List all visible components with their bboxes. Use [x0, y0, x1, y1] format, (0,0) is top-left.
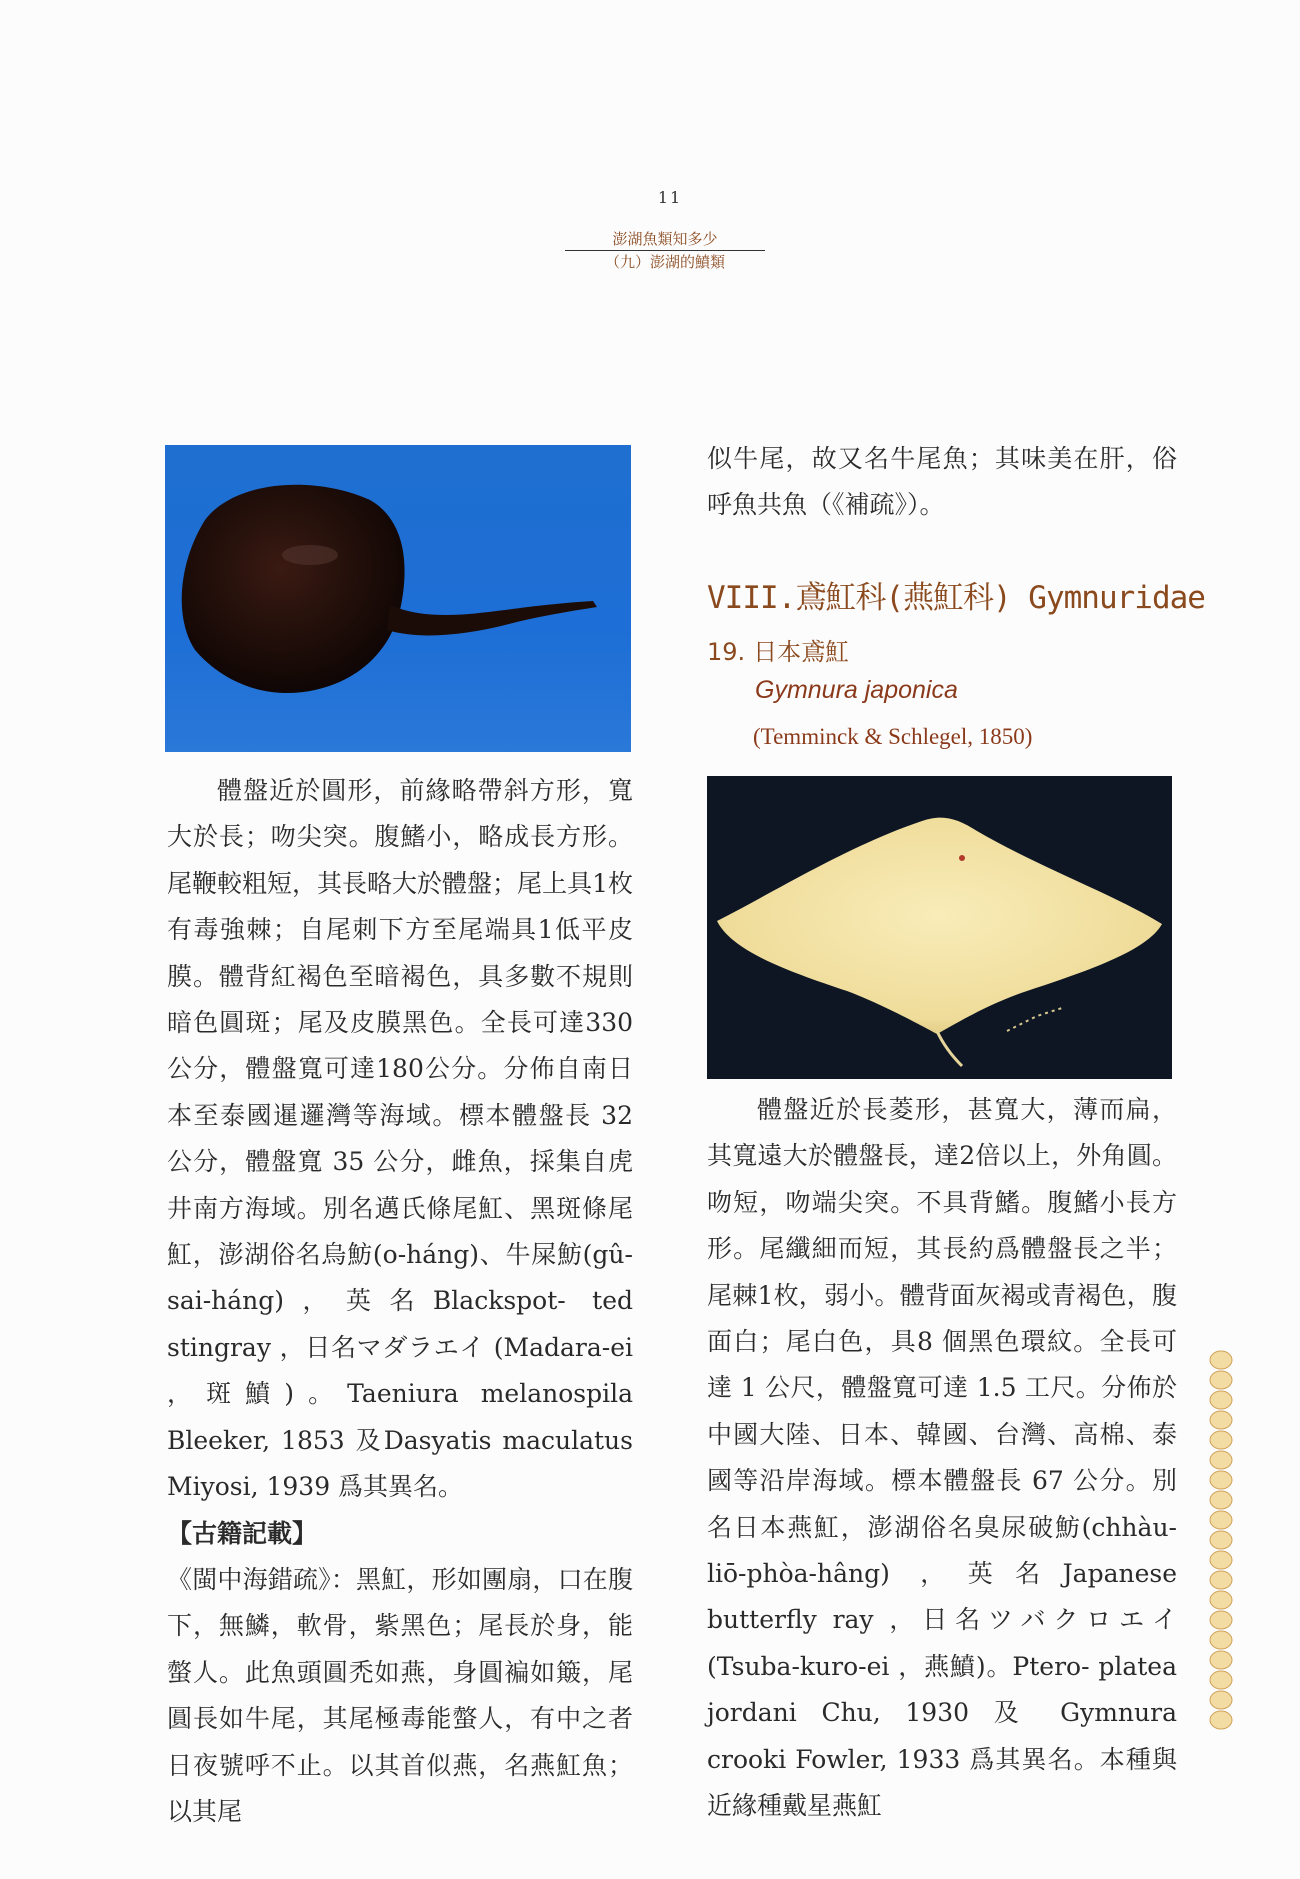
stingray-photo — [165, 445, 631, 752]
right-column — [707, 1087, 1177, 1830]
right-column-continuation — [707, 436, 1177, 529]
butterfly-ray-photo — [707, 776, 1172, 1079]
page-number: 11 — [657, 188, 683, 207]
header-rule — [565, 250, 765, 251]
species-name-zh: 日本鳶魟 — [753, 638, 850, 666]
family-heading: VIII.鳶魟科(燕魟科) Gymnuridae — [707, 580, 1205, 616]
decorative-border-ornament — [1208, 1350, 1234, 1730]
section-heading: 【古籍記載】 — [167, 1518, 318, 1548]
species-number: 19. — [707, 638, 746, 666]
species-title — [707, 632, 849, 667]
species-description: 體盤近於圓形，前緣略帶斜方形，寬大於長；吻尖突。腹鰭小，略成長方形。尾鞭較粗短，其長略大於體盤；尾上具1枚有毒強棘；自尾刺下方至尾端具1低平皮膜。體背紅褐色至暗褐色，具多數不規則暗色圓斑；尾及皮膜黑色。全長可達330公分，體盤寬可達180公分。分佈自南日本至泰國暹邏灣等海域。標本體盤長 32 公分，體盤寬 35 公分，雌魚，採集自虎井南方海域。別名邁氏條尾魟、黑斑條尾魟，澎湖俗名烏魴(o-háng)、牛屎魴(gû-sai-háng)，英名Blackspot- ted stingray ，日名マダラエイ (Madara-ei ，斑鱝)。Taeniura melanospila Bleeker, 1853 及Dasyatis maculatus Miyosi, 1939 爲其異名。 — [167, 776, 633, 1502]
classical-record-text: 《閩中海錯疏》：黑魟，形如團扇，口在腹下，無鱗，軟骨，紫黑色；尾長於身，能螫人。此魚頭圓禿如燕，身圓褊如簸，尾圓長如牛尾，其尾極毒能螫人，有中之者日夜號呼不止。以其首似燕，名燕魟魚；以其尾 — [167, 1564, 633, 1826]
chapter-title: （九）澎湖的鱝類 — [604, 253, 725, 271]
species-authority: (Temminck & Schlegel, 1850) — [753, 724, 1033, 749]
page-header — [0, 188, 1300, 207]
species-scientific-name: Gymnura japonica — [755, 676, 958, 704]
series-title: 澎湖魚類知多少 — [612, 230, 718, 248]
continuation-text: 似牛尾，故又名牛尾魚；其味美在肝，俗呼魚共魚（《補疏》）。 — [707, 444, 1177, 520]
butterfly-ray-description: 體盤近於長菱形，甚寬大，薄而扁，其寬遠大於體盤長，達2倍以上，外角圓。吻短，吻端尖突。不具背鰭。腹鰭小長方形。尾纖細而短，其長約爲體盤長之半；尾棘1枚，弱小。體背面灰褐或青褐色，腹面白；尾白色，具8 個黑色環紋。全長可達 1 公尺，體盤寬可達 1.5 工尺。分佈於中國大陸、日本、韓國、台灣、高棉、泰國等沿岸海域。標本體盤長 67 公分。別名日本燕魟，澎湖俗名臭尿破魴(chhàu-liō-phòa-hâng) ，英名Japanese butterfly ray ，日名ツバクロエイ(Tsuba-kuro-ei ，燕鱝)。Ptero- platea jordani Chu, 1930 及 Gymnura crooki Fowler, 1933 爲其異名。本種與近緣種戴星燕魟 — [707, 1095, 1177, 1821]
running-header — [565, 230, 765, 271]
butterfly-ray-illustration — [707, 776, 1172, 1079]
stingray-illustration — [165, 445, 631, 752]
left-column — [167, 768, 633, 1835]
